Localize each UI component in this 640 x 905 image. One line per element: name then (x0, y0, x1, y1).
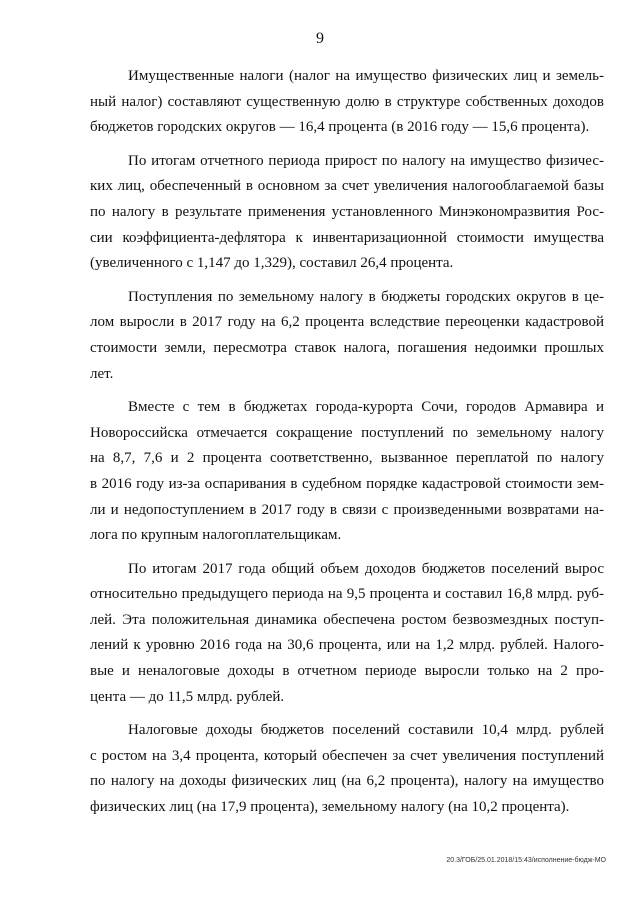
text-line: Имущественные налоги (налог на имущество физических лиц и земель- (128, 68, 604, 84)
text-line: по налогу на доходы физических лиц (на 6,2 процента), налогу на имущество (90, 773, 604, 790)
text-line: лет. (90, 365, 114, 382)
text-line: по налогу в результате применения установленного Минэкономразвития Рос- (90, 203, 604, 220)
document-body (90, 64, 604, 829)
text-line: (увеличенного с 1,147 до 1,329), составил 26,4 процента. (90, 255, 454, 272)
paragraph-1 (90, 64, 604, 141)
text-line: с ростом на 3,4 процента, который обеспечен за счет увеличения поступлений (90, 747, 604, 764)
text-line: сии коэффициента-дефлятора к инвентаризационной стоимости имущества (90, 229, 604, 246)
paragraph-4 (90, 395, 604, 549)
text-line: лога по крупным налогоплательщикам. (90, 527, 342, 544)
document-footer-code: 20.3/ГОБ/25.01.2018/15:43/исполнение-бюдж-МО (446, 857, 606, 864)
text-line: Налоговые доходы бюджетов поселений составили 10,4 млрд. рублей (128, 722, 604, 739)
text-line: физических лиц (на 17,9 процента), земельному налогу (на 10,2 процента). (90, 799, 570, 816)
text-line: бюджетов городских округов — 16,4 процента (в 2016 году — 15,6 процента). (90, 119, 590, 136)
text-line: Вместе с тем в бюджетах города-курорта Сочи, городов Армавира и (128, 399, 604, 416)
text-line: на 8,7, 7,6 и 2 процента соответственно, вызванное переплатой по налогу (90, 450, 604, 467)
text-line: Новороссийска отмечается сокращение поступлений по земельному налогу (90, 424, 604, 441)
text-line: ли и недопоступлением в 2017 году в связи с произведенными возвратами на- (90, 501, 604, 518)
text-line: По итогам отчетного периода прирост по налогу на имущество физичес- (128, 152, 604, 169)
text-line: По итогам 2017 года общий объем доходов бюджетов поселений вырос (128, 560, 604, 577)
text-line: цента — до 11,5 млрд. рублей. (90, 688, 285, 705)
text-line: ный налог) составляют существенную долю в структуре собственных доходов (90, 93, 604, 110)
text-line: в 2016 году из-за оспаривания в судебном порядке кадастровой стоимости зем- (90, 475, 604, 492)
text-line: лений к уровню 2016 года на 30,6 процента, или на 1,2 млрд. рублей. Налого- (90, 637, 604, 654)
text-line: относительно предыдущего периода на 9,5 процента и составил 16,8 млрд. руб- (90, 586, 604, 603)
page-number: 9 (316, 30, 324, 47)
text-line: лей. Эта положительная динамика обеспечена ростом безвозмездных поступ- (90, 611, 604, 628)
paragraph-6 (90, 718, 604, 820)
text-line: лом выросли в 2017 году на 6,2 процента вследствие переоценки кадастровой (90, 314, 604, 331)
text-line: Поступления по земельному налогу в бюджеты городских округов в це- (128, 288, 604, 305)
paragraph-5 (90, 557, 604, 711)
paragraph-2 (90, 149, 604, 277)
paragraph-3 (90, 285, 604, 387)
text-line: ких лиц, обеспеченный в основном за счет увеличения налогооблагаемой базы (90, 178, 604, 195)
text-line: стоимости земли, пересмотра ставок налога, погашения недоимки прошлых (90, 339, 604, 356)
text-line: вые и неналоговые доходы в отчетном периоде выросли только на 2 про- (90, 663, 604, 680)
